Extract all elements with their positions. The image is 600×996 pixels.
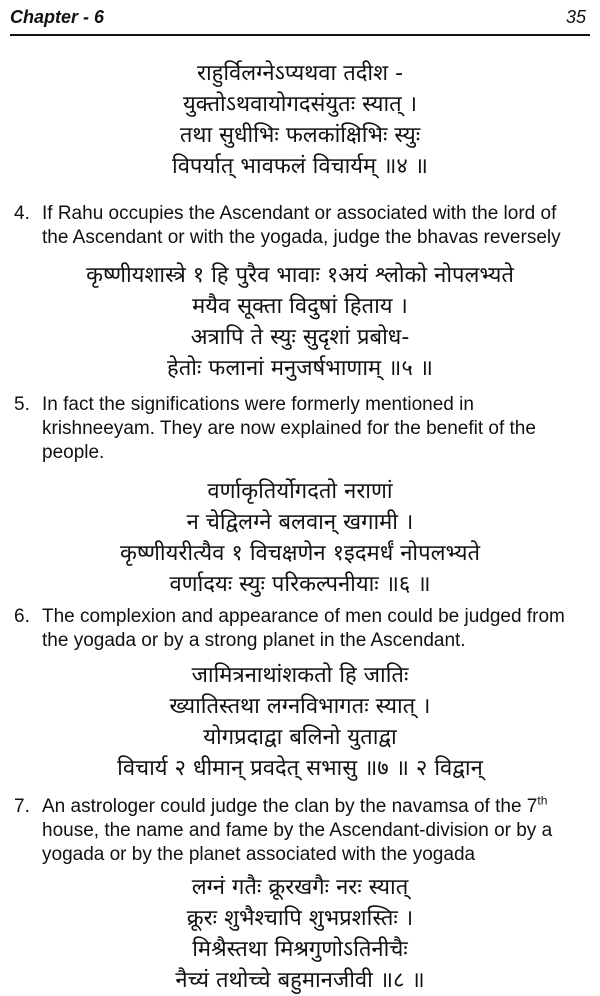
item-number: 7. — [14, 796, 30, 817]
translation-4 — [14, 202, 586, 250]
verse-line: वर्णाकृतिर्योगदतो नराणां — [207, 479, 393, 504]
item-text: In fact the significations were formerly mentioned in krishneeyam. They are now explained for the benefit of the people. — [42, 394, 536, 463]
verse-line: हेतोः फलानां मनुजर्षभाणाम् ॥५ ॥ — [167, 356, 433, 381]
item-text-part: house, the name and fame by the Ascendant-division or by a yogada or by the planet associated with the yogada — [42, 820, 553, 865]
sanskrit-verse-7 — [0, 660, 600, 784]
verse-line: राहुर्विलग्नेऽप्यथवा तदीश - — [196, 61, 404, 86]
item-number: 4. — [14, 203, 30, 224]
sanskrit-verse-6 — [0, 476, 600, 600]
sanskrit-verse-4 — [0, 58, 600, 182]
page-header — [10, 4, 590, 36]
verse-line: युक्तोऽथवायोगदसंयुतः स्यात् । — [182, 92, 418, 117]
translation-7 — [14, 795, 586, 867]
sanskrit-verse-5 — [0, 260, 600, 384]
verse-line: तथा सुधीभिः फलकांक्षिभिः स्युः — [179, 123, 421, 148]
verse-line: लग्नं गतैः क्रूरखगैः नरः स्यात् — [191, 875, 409, 900]
sanskrit-verse-8 — [0, 872, 600, 996]
verse-line: नैच्यं तथोच्चे बहुमानजीवी ॥८ ॥ — [175, 968, 425, 993]
verse-line: विपर्यात् भावफलं विचार्यम् ॥४ ॥ — [172, 154, 428, 179]
item-text-part: An astrologer could judge the clan by the navamsa of the 7 — [42, 796, 538, 817]
verse-line: मयैव सूक्ता विदुषां हिताय । — [192, 294, 408, 319]
verse-line: क्रूरः शुभैश्चापि शुभप्रशस्तिः । — [186, 906, 414, 931]
verse-line: ख्यातिस्तथा लग्नविभागतः स्यात् । — [169, 694, 431, 719]
item-text: If Rahu occupies the Ascendant or associated with the lord of the Ascendant or with the yogada, judge the bhavas reversely — [42, 203, 561, 248]
verse-line: वर्णादयः स्युः परिकल्पनीयाः ॥६ ॥ — [169, 572, 431, 597]
translation-6 — [14, 605, 586, 653]
verse-line: कृष्णीयशास्त्रे १ हि पुरैव भावाः १अयं श्लोको नोपलभ्यते — [86, 263, 514, 288]
verse-line: जामित्रनाथांशकतो हि जातिः — [191, 663, 409, 688]
page-number: 35 — [565, 7, 586, 27]
verse-line: न चेद्विलग्ने बलवान् खगामी । — [186, 510, 414, 535]
verse-line: मिश्रैस्तथा मिश्रगुणोऽतिनीचैः — [192, 937, 408, 962]
translation-5 — [14, 393, 586, 465]
item-text — [42, 795, 586, 867]
verse-line: कृष्णीयरीत्यैव १ विचक्षणेन १इदमर्धं नोपलभ्यते — [120, 541, 480, 566]
verse-line: योगप्रदाद्वा बलिनो युताद्वा — [203, 725, 397, 750]
chapter-title: Chapter - 6 — [10, 7, 105, 27]
verse-line: विचार्य २ धीमान् प्रवदेत् सभासु ॥७ ॥ २ विद्वान् — [117, 756, 483, 781]
item-text: The complexion and appearance of men could be judged from the yogada or by a strong planet in the Ascendant. — [42, 606, 565, 651]
item-number: 5. — [14, 394, 30, 415]
item-number: 6. — [14, 606, 30, 627]
verse-line: अत्रापि ते स्युः सुदृशां प्रबोध- — [190, 325, 410, 350]
ordinal-superscript: th — [537, 793, 548, 808]
